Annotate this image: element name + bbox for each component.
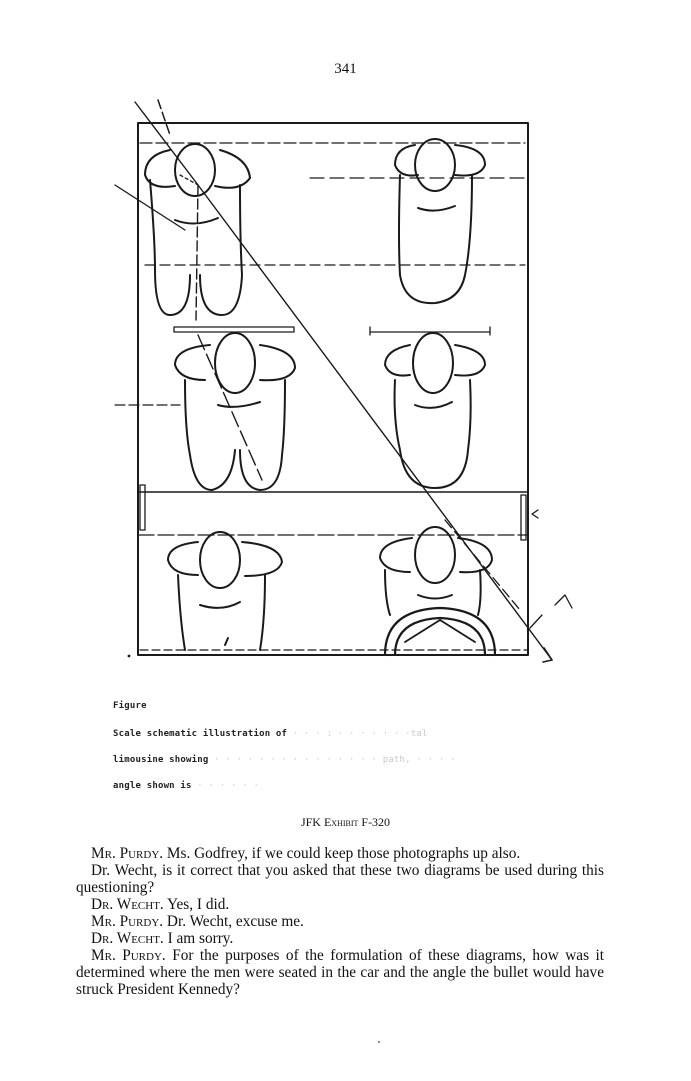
exhibit-word: Exhibit (323, 815, 359, 829)
figure-row3-right (380, 527, 492, 615)
figure-row2-left (175, 333, 295, 490)
figure-row2-right (385, 333, 485, 488)
figure-caption-line1 (113, 729, 428, 739)
figure-caption-line3 (113, 781, 259, 791)
page-number: 341 (334, 61, 357, 77)
caption-line2-visible: limousine showing (113, 755, 209, 765)
speaker: Dr. Wecht. (91, 930, 164, 947)
caption-line2-faded: · · · · · · · · · · · · · · · path, · · · · (214, 755, 456, 765)
figure-label: Figure (113, 701, 147, 711)
speech: For the purposes of the formulation of these diagrams, how was it determined where the men were seated in the car and the angle the bullet would have struck President Kennedy? (76, 947, 604, 998)
caption-line3-faded: · · · · · · (197, 781, 260, 791)
caption-line3-visible: angle shown is (113, 781, 192, 791)
speech: Yes, I did. (163, 896, 230, 913)
exhibit-label (0, 815, 691, 830)
limousine-seating-diagram (100, 90, 580, 680)
transcript-paragraph (76, 896, 604, 913)
caption-line1-faded: · · · : · · · · · · ·tal (292, 729, 428, 739)
transcript-paragraph (76, 845, 604, 862)
figure-row3-left (168, 532, 282, 650)
figure-row1-right (395, 139, 485, 303)
speaker: Dr. Wecht. (91, 896, 164, 913)
figure-caption-line2 (113, 755, 456, 765)
transcript-paragraph (76, 862, 604, 896)
speech: I am sorry. (163, 930, 234, 947)
caption-line1-visible: Scale schematic illustration of (113, 729, 288, 739)
speaker: Mr. Purdy. (91, 947, 166, 964)
exhibit-prefix: JFK (300, 815, 324, 829)
transcript-paragraph (76, 930, 604, 947)
speaker: Mr. Purdy. (91, 845, 164, 862)
speaker: Mr. Purdy. (91, 913, 164, 930)
exhibit-number: F-320 (358, 815, 391, 829)
speech: Dr. Wecht, excuse me. (163, 913, 304, 930)
transcript (76, 845, 604, 998)
transcript-paragraph (76, 913, 604, 930)
speech: Dr. Wecht, is it correct that you asked that these two diagrams be used during this questioning? (76, 862, 604, 896)
speech: Ms. Godfrey, if we could keep those photographs up also. (163, 845, 521, 862)
page-dot (378, 1041, 380, 1043)
transcript-paragraph (76, 947, 604, 998)
